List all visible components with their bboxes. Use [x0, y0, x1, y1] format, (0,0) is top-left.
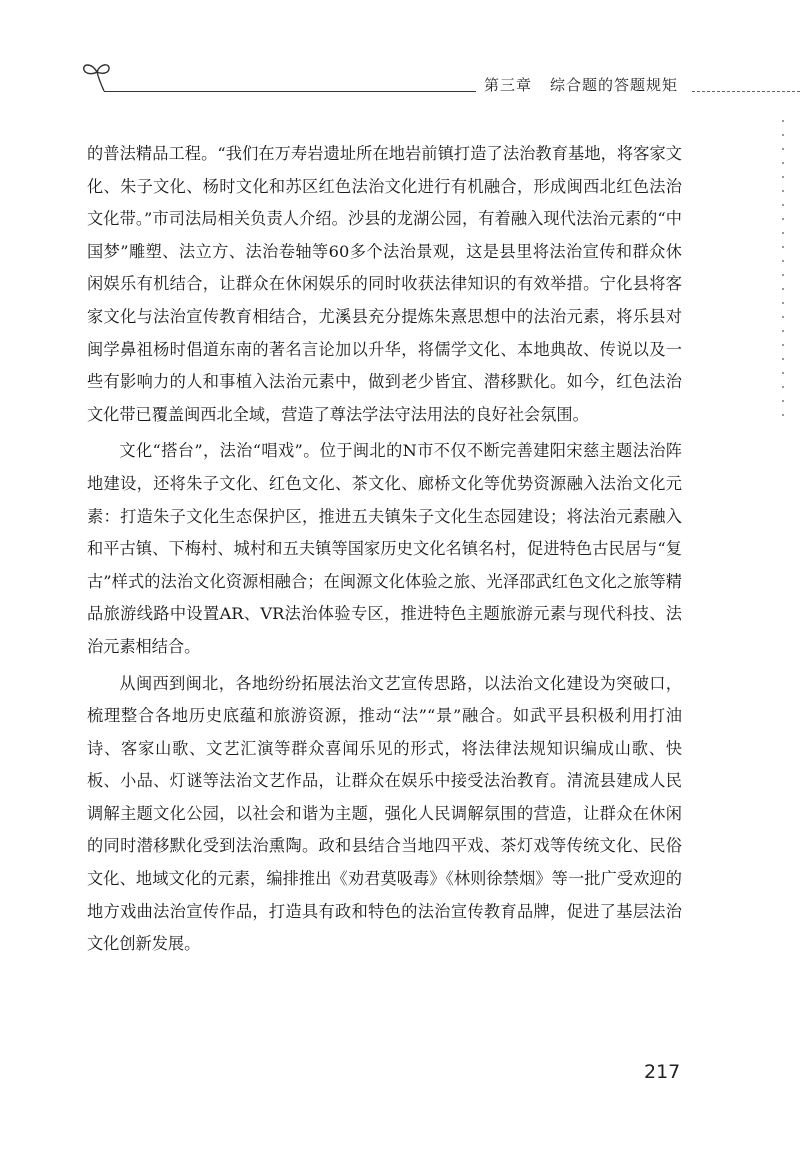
sprout-icon	[80, 58, 114, 92]
page-header	[0, 0, 800, 110]
chapter-title: 综合题的答题规矩	[550, 76, 679, 94]
page-number: 217	[644, 1061, 681, 1083]
paragraph-1: 的普法精品工程。“我们在万寿岩遗址所在地岩前镇打造了法治教育基地，将客家文化、朱子文化、杨时文化和苏区红色法治文化进行有机融合，形成闽西北红色法治文化带。”市司法局相关负责人介绍。沙县的龙湖公园，有着融入现代法治元素的“中国梦”雕塑、法立方、法治卷轴等60多个法治景观，这是县里将法治宣传和群众休闲娱乐有机结合，让群众在休闲娱乐的同时收获法律知识的有效举措。宁化县将客家文化与法治宣传教育相结合，尤溪县充分提炼朱熹思想中的法治元素，将乐县对闽学鼻祖杨时倡道东南的著名言论加以升华，将儒学文化、本地典故、传说以及一些有影响力的人和事植入法治元素中，做到老少皆宜、潜移默化。如今，红色法治文化带已覆盖闽西北全域，营造了尊法学法守法用法的良好社会氛围。	[87, 144, 682, 424]
chapter-heading	[484, 74, 678, 95]
margin-dotted-line	[782, 120, 784, 420]
chapter-number: 第三章	[484, 76, 533, 94]
paragraph-2: 文化“搭台”，法治“唱戏”。位于闽北的N市不仅不断完善建阳宋慈主题法治阵地建设，还将朱子文化、红色文化、茶文化、廊桥文化等优势资源融入法治文化元素：打造朱子文化生态保护区，推进五夫镇朱子文化生态园建设；将法治元素融入和平古镇、下梅村、城村和五夫镇等国家历史文化名镇名村，促进特色古民居与“复古”样式的法治文化资源相融合；在闽源文化体验之旅、光泽邵武红色文化之旅等精品旅游线路中设置AR、VR法治体验专区，推进特色主题旅游元素与现代科技、法治元素相结合。	[87, 441, 682, 656]
header-rule-right	[692, 91, 800, 92]
body-text	[87, 138, 682, 961]
paragraph-3: 从闽西到闽北，各地纷纷拓展法治文艺宣传思路，以法治文化建设为突破口，梳理整合各地历史底蕴和旅游资源，推动“法”“景”融合。如武平县积极利用打油诗、客家山歌、文艺汇演等群众喜闻乐见的形式，将法律法规知识编成山歌、快板、小品、灯谜等法治文艺作品，让群众在娱乐中接受法治教育。清流县建成人民调解主题文化公园，以社会和谐为主题，强化人民调解氛围的营造，让群众在休闲的同时潜移默化受到法治熏陶。政和县结合当地四平戏、茶灯戏等传统文化、民俗文化、地域文化的元素，编排推出《劝君莫吸毒》《林则徐禁烟》等一批广受欢迎的地方戏曲法治宣传作品，打造具有政和特色的法治宣传教育品牌，促进了基层法治文化创新发展。	[87, 673, 682, 954]
header-rule-left	[104, 91, 476, 92]
